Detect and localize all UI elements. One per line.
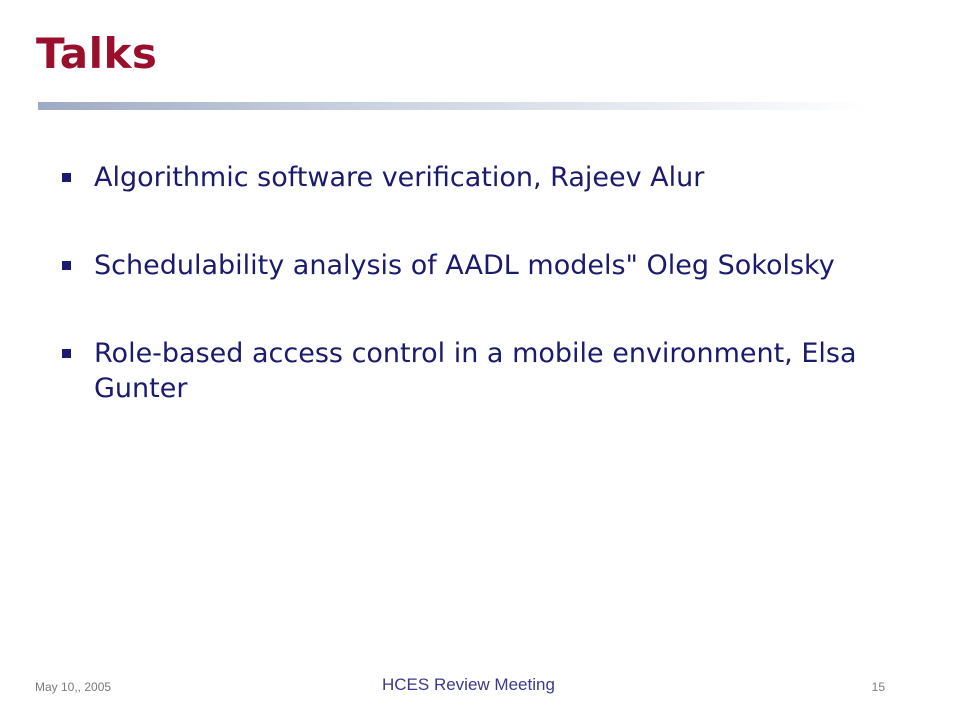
square-bullet-icon (62, 261, 71, 270)
bullet-text: Schedulability analysis of AADL models" Oleg Sokolsky (94, 250, 835, 282)
square-bullet-icon (62, 173, 71, 182)
page-number: 15 (871, 680, 885, 694)
bullet-text: Role-based access control in a mobile environment, Elsa Gunter (94, 338, 857, 405)
square-bullet-icon (62, 349, 71, 358)
bullet-item (58, 336, 908, 406)
bullet-list (58, 160, 908, 459)
footer-title: HCES Review Meeting (382, 675, 555, 694)
title-underline-rule (38, 102, 868, 110)
bullet-text: Algorithmic software verification, Rajeev Alur (94, 162, 705, 193)
bullet-item (58, 160, 908, 195)
bullet-item (58, 248, 908, 283)
slide-title: Talks (36, 29, 158, 78)
footer-date: May 10,, 2005 (35, 680, 112, 694)
